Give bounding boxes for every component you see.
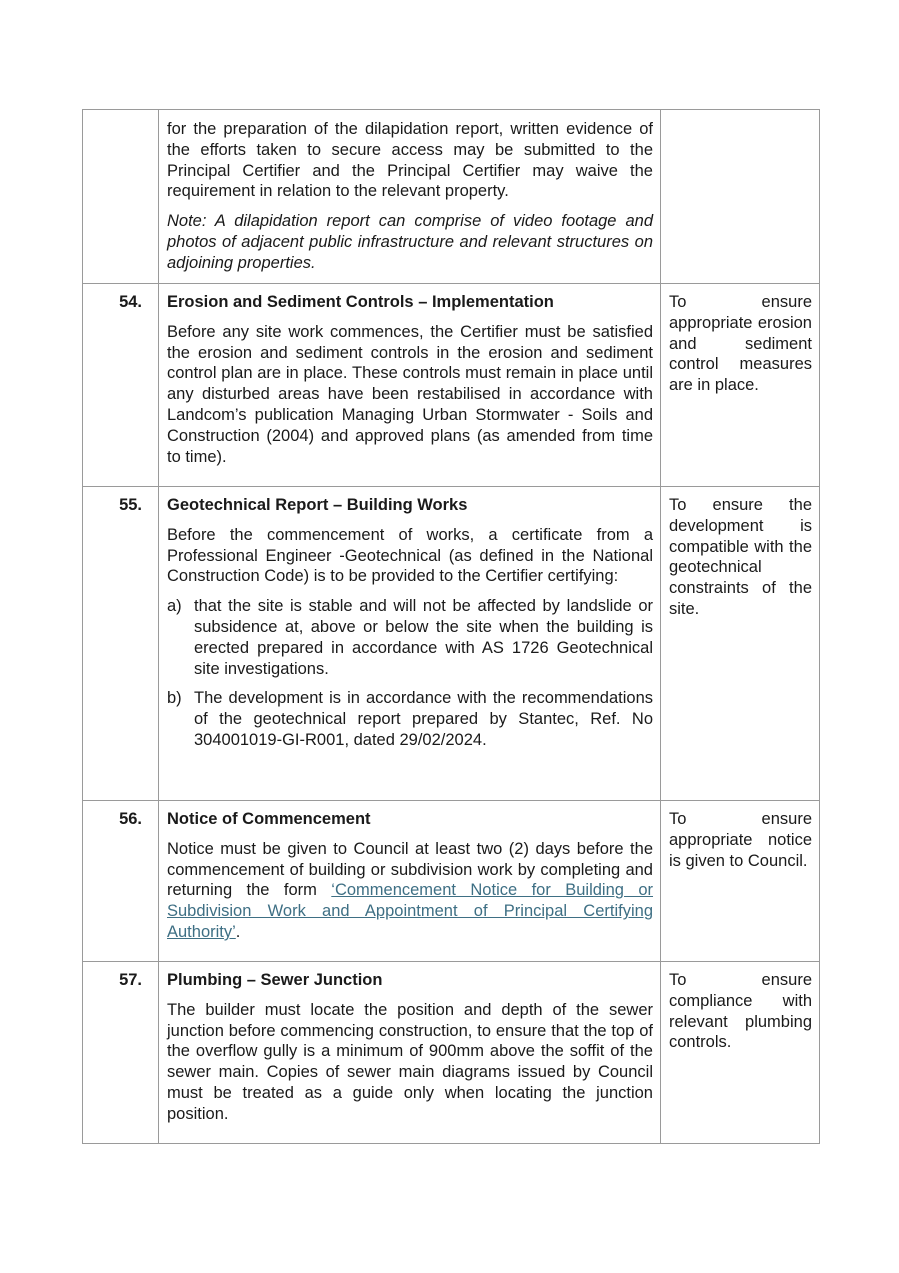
condition-reason: To ensure compliance with relevant plumbing controls. — [661, 962, 820, 1144]
conditions-table — [82, 109, 820, 1144]
condition-reason: To ensure the development is compatible with the geotechnical constraints of the site. — [661, 487, 820, 801]
condition-reason: To ensure appropriate notice is given to Council. — [661, 801, 820, 962]
list-text: that the site is stable and will not be affected by landslide or subsidence at, above or below the site when the building is erected prepared in accordance with AS 1726 Geotechnical site investigations. — [194, 597, 653, 678]
condition-number: 56. — [83, 801, 159, 962]
condition-heading: Plumbing – Sewer Junction — [167, 971, 383, 989]
condition-reason: To ensure appropriate erosion and sediment control measures are in place. — [661, 284, 820, 487]
condition-number — [83, 110, 159, 284]
condition-row-55 — [83, 487, 820, 801]
list-marker: a) — [167, 597, 182, 616]
condition-row-continued — [83, 110, 820, 284]
condition-row-56 — [83, 801, 820, 962]
condition-paragraph: Before the commencement of works, a certificate from a Professional Engineer -Geotechnical (as defined in the National Construction Code) is to be provided to the Certifier certifying: — [167, 525, 653, 586]
condition-body — [159, 962, 661, 1144]
condition-list-item — [167, 688, 653, 750]
paragraph-text: . — [235, 922, 241, 941]
commencement-notice-form-link[interactable]: ‘Commencement Notice for Building or Subdivision Work and Appointment of Principal Certifying Authority’ — [167, 881, 654, 941]
list-text: The development is in accordance with the recommendations of the geotechnical report prepared by Stantec, Ref. No 304001019-GI-R001, dated 29/02/2024. — [194, 689, 653, 749]
condition-row-57 — [83, 962, 820, 1144]
condition-row-54 — [83, 284, 820, 487]
condition-heading: Erosion and Sediment Controls – Implementation — [167, 293, 554, 311]
condition-body — [159, 487, 661, 801]
condition-heading: Notice of Commencement — [167, 810, 371, 828]
condition-heading: Geotechnical Report – Building Works — [167, 496, 468, 514]
condition-body — [159, 110, 661, 284]
condition-body — [159, 801, 661, 962]
paragraph-text: Notice must be given to Council at least two (2) days before the commencement of building or subdivision work by completing and returning the form — [167, 839, 653, 900]
condition-number: 57. — [83, 962, 159, 1144]
condition-number: 55. — [83, 487, 159, 801]
condition-reason — [661, 110, 820, 284]
condition-body — [159, 284, 661, 487]
condition-paragraph: Before any site work commences, the Certifier must be satisfied the erosion and sediment controls in the erosion and sediment control plan are in place. These controls must remain in place until any disturbed areas have been restabilised in accordance with Landcom’s publication Managing Urban Stormwater - Soils and Construction (2004) and approved plans (as amended from time to time). — [167, 322, 653, 466]
condition-number: 54. — [83, 284, 159, 487]
condition-paragraph — [167, 839, 653, 943]
list-marker: b) — [167, 689, 182, 708]
condition-note: Note: A dilapidation report can comprise of video footage and photos of adjacent public infrastructure and relevant structures on adjoining properties. — [167, 212, 653, 272]
condition-paragraph: for the preparation of the dilapidation report, written evidence of the efforts taken to secure access may be submitted to the Principal Certifier and the Principal Certifier may waive the requirement in relation to the relevant property. — [167, 120, 653, 201]
condition-list-item — [167, 596, 653, 679]
condition-paragraph: The builder must locate the position and depth of the sewer junction before commencing construction, to ensure that the top of the overflow gully is a minimum of 900mm above the soffit of the sewer main. Copies of sewer main diagrams issued by Council must be treated as a guide only when locating the junction position. — [167, 1000, 653, 1123]
